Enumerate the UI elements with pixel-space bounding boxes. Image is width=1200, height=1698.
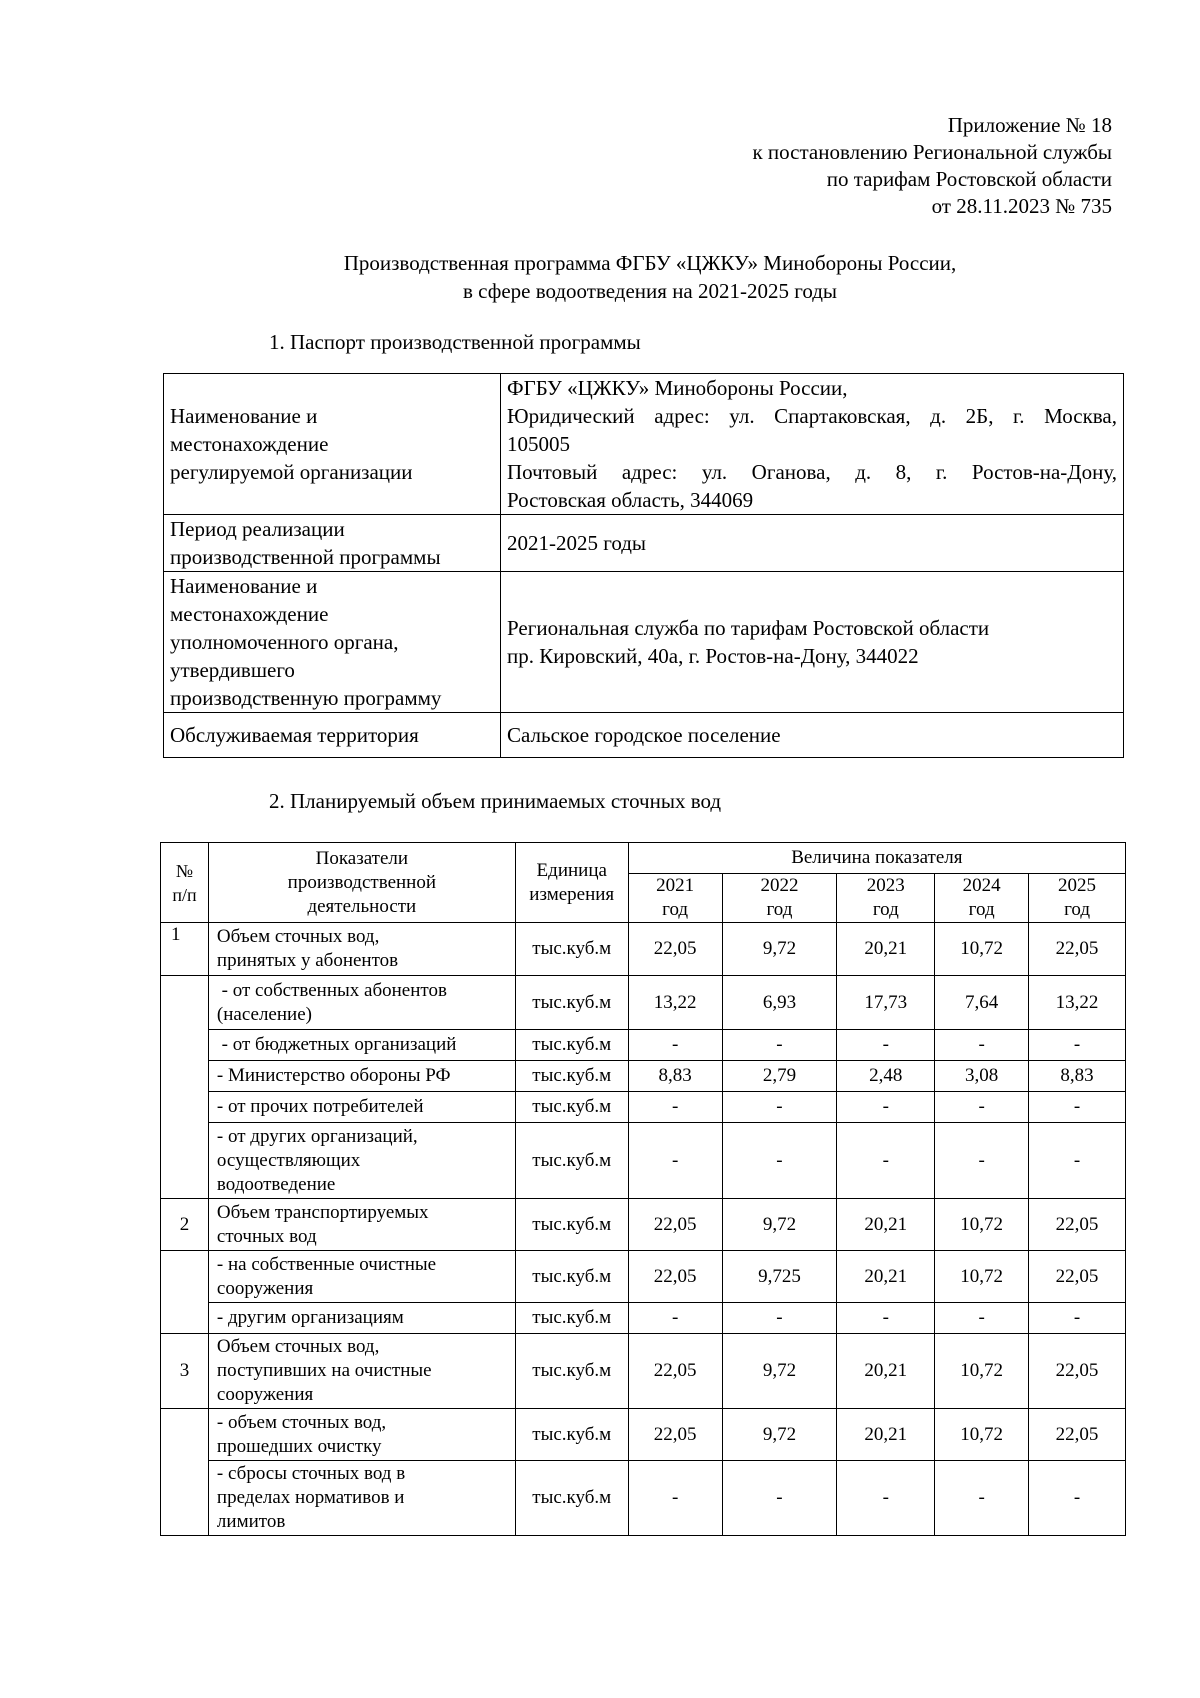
value-cell: - xyxy=(935,1030,1029,1061)
value-cell: - xyxy=(935,1092,1029,1123)
value-cell: - xyxy=(628,1092,722,1123)
indicator-line: принятых у абонентов xyxy=(216,950,399,971)
passport-label xyxy=(164,572,501,713)
row-number xyxy=(161,976,209,1199)
value-cell: - xyxy=(837,1123,935,1199)
col-number-symbol: № xyxy=(175,860,194,881)
year-header xyxy=(935,874,1029,923)
col-unit-header: Единица измерения xyxy=(515,843,628,923)
year-value: 2023 xyxy=(866,875,905,896)
value-cell: 9,72 xyxy=(722,1199,837,1251)
indicator-cell xyxy=(208,1123,515,1199)
value-cell: 22,05 xyxy=(1029,1199,1126,1251)
unit-cell: тыс.куб.м xyxy=(515,1409,628,1461)
table-row xyxy=(161,1334,1126,1409)
value-cell: - xyxy=(1029,1123,1126,1199)
passport-value-line: 2021-2025 годы xyxy=(507,531,647,555)
indicator-cell xyxy=(208,1251,515,1303)
value-cell: 20,21 xyxy=(837,923,935,976)
table-row xyxy=(161,1303,1126,1334)
value-cell: 10,72 xyxy=(935,1334,1029,1409)
indicator-line: лимитов xyxy=(216,1511,286,1532)
indicator-line: водоотведение xyxy=(216,1173,336,1195)
table-row xyxy=(161,1061,1126,1092)
unit-cell: тыс.куб.м xyxy=(515,1461,628,1536)
table-row xyxy=(161,1092,1126,1123)
table-row xyxy=(161,1251,1126,1303)
value-cell: 20,21 xyxy=(837,1251,935,1303)
passport-label-line: производственной программы xyxy=(170,545,441,569)
col-number-header xyxy=(161,843,209,923)
col-number-abbr: п/п xyxy=(172,884,197,905)
value-cell: 22,05 xyxy=(1029,1334,1126,1409)
value-cell: 9,72 xyxy=(722,923,837,976)
indicator-line: прошедших очистку xyxy=(216,1435,382,1457)
indicator-cell xyxy=(208,1199,515,1251)
value-cell: - xyxy=(722,1092,837,1123)
value-cell: 8,83 xyxy=(1029,1061,1126,1092)
year-value: 2024 xyxy=(962,875,1001,896)
table-row xyxy=(161,1461,1126,1536)
year-word: год xyxy=(766,899,793,920)
indicator-line: - объем сточных вод, xyxy=(216,1411,387,1433)
passport-value xyxy=(501,572,1124,713)
value-cell: 9,72 xyxy=(722,1409,837,1461)
appendix-header xyxy=(752,112,1112,220)
year-header xyxy=(1029,874,1126,923)
value-cell: - xyxy=(1029,1030,1126,1061)
passport-label-line: производственную программу xyxy=(170,686,442,710)
year-word: год xyxy=(1064,899,1091,920)
value-cell: - xyxy=(935,1303,1029,1334)
passport-label xyxy=(164,713,501,758)
year-header xyxy=(628,874,722,923)
table-row xyxy=(161,1199,1126,1251)
passport-value xyxy=(501,713,1124,758)
year-word: год xyxy=(872,899,899,920)
indicator-line: осуществляющих xyxy=(216,1149,361,1171)
value-cell: 2,48 xyxy=(837,1061,935,1092)
value-cell: 20,21 xyxy=(837,1409,935,1461)
unit-cell: тыс.куб.м xyxy=(515,1092,628,1123)
value-cell: - xyxy=(628,1303,722,1334)
passport-label-line: местонахождение xyxy=(170,602,329,626)
passport-value xyxy=(501,374,1124,515)
indicator-line: - от других организаций, xyxy=(216,1125,418,1147)
indicator-line: сточных вод xyxy=(216,1225,317,1247)
value-cell: - xyxy=(722,1030,837,1061)
passport-value xyxy=(501,515,1124,572)
indicator-cell xyxy=(208,976,515,1030)
passport-label-line: местонахождение xyxy=(170,432,329,456)
indicator-line: - Министерство обороны РФ xyxy=(216,1065,451,1086)
appendix-agency: по тарифам Ростовской области xyxy=(826,167,1112,191)
value-cell: - xyxy=(1029,1303,1126,1334)
indicator-line: - сбросы сточных вод в xyxy=(216,1463,406,1484)
value-cell: 22,05 xyxy=(1029,1251,1126,1303)
table-row xyxy=(161,976,1126,1030)
value-cell: 22,05 xyxy=(628,1409,722,1461)
indicator-cell xyxy=(208,1061,515,1092)
value-cell: 3,08 xyxy=(935,1061,1029,1092)
indicator-line: поступивших на очистные xyxy=(216,1360,432,1381)
indicator-cell xyxy=(208,1334,515,1409)
value-cell: - xyxy=(722,1303,837,1334)
value-cell: 9,72 xyxy=(722,1334,837,1409)
value-cell: - xyxy=(628,1123,722,1199)
indicator-line: сооружения xyxy=(216,1384,314,1405)
indicator-line: Объем транспортируемых xyxy=(216,1201,429,1223)
value-cell: 10,72 xyxy=(935,1409,1029,1461)
value-cell: 2,79 xyxy=(722,1061,837,1092)
passport-label-line: Наименование и xyxy=(170,574,318,598)
passport-label-line: Наименование и xyxy=(170,404,318,428)
value-cell: 10,72 xyxy=(935,923,1029,976)
indicator-cell xyxy=(208,1030,515,1061)
value-cell: - xyxy=(935,1123,1029,1199)
indicator-line: Объем сточных вод, xyxy=(216,1336,380,1357)
value-cell: - xyxy=(722,1123,837,1199)
value-cell: 22,05 xyxy=(628,1251,722,1303)
value-cell: 22,05 xyxy=(1029,923,1126,976)
passport-label-line: Период реализации xyxy=(170,517,345,541)
value-cell: 8,83 xyxy=(628,1061,722,1092)
unit-cell: тыс.куб.м xyxy=(515,1030,628,1061)
appendix-resolution: к постановлению Региональной службы xyxy=(752,140,1112,164)
passport-value-line: Региональная служба по тарифам Ростовской области xyxy=(507,616,990,640)
unit-cell: тыс.куб.м xyxy=(515,923,628,976)
row-number: 2 xyxy=(161,1199,209,1251)
passport-label-line: уполномоченного органа, xyxy=(170,630,399,654)
row-number: 3 xyxy=(161,1334,209,1409)
unit-cell: тыс.куб.м xyxy=(515,1303,628,1334)
section-1-heading: 1. Паспорт производственной программы xyxy=(269,330,641,354)
value-cell: - xyxy=(1029,1092,1126,1123)
appendix-number: Приложение № 18 xyxy=(947,113,1112,137)
value-cell: - xyxy=(1029,1461,1126,1536)
row-number xyxy=(161,1251,209,1334)
unit-cell: тыс.куб.м xyxy=(515,1334,628,1409)
passport-value-line: Сальское городское поселение xyxy=(507,723,781,747)
value-cell: 13,22 xyxy=(1029,976,1126,1030)
value-cell: 20,21 xyxy=(837,1334,935,1409)
passport-row xyxy=(164,515,1124,572)
col-indicator-header: Показатели производственной деятельности xyxy=(208,843,515,923)
value-cell: - xyxy=(628,1030,722,1061)
value-cell: - xyxy=(628,1461,722,1536)
value-cell: 10,72 xyxy=(935,1199,1029,1251)
unit-cell: тыс.куб.м xyxy=(515,1061,628,1092)
value-cell: 7,64 xyxy=(935,976,1029,1030)
value-cell: - xyxy=(837,1303,935,1334)
value-cell: 17,73 xyxy=(837,976,935,1030)
year-value: 2021 xyxy=(656,875,695,896)
value-cell: 22,05 xyxy=(628,923,722,976)
indicator-line: сооружения xyxy=(216,1277,314,1299)
col-value-group-header: Величина показателя xyxy=(628,843,1125,874)
passport-label-line: регулируемой организации xyxy=(170,460,413,484)
indicator-cell xyxy=(208,1092,515,1123)
passport-label-line: Обслуживаемая территория xyxy=(170,723,419,747)
passport-value-line: Ростовская область, 344069 xyxy=(507,488,754,512)
table-row xyxy=(161,923,1126,976)
value-cell: - xyxy=(837,1092,935,1123)
table-row xyxy=(161,1123,1126,1199)
indicator-line: - от собственных абонентов xyxy=(216,979,447,1001)
value-cell: - xyxy=(837,1461,935,1536)
unit-cell: тыс.куб.м xyxy=(515,1199,628,1251)
passport-label xyxy=(164,374,501,515)
value-cell: 6,93 xyxy=(722,976,837,1030)
indicator-line: - от бюджетных организаций xyxy=(216,1034,457,1055)
wastewater-volume-table xyxy=(160,842,1126,1536)
passport-row xyxy=(164,572,1124,713)
passport-value-line: пр. Кировский, 40а, г. Ростов-на-Дону, 344022 xyxy=(507,644,919,668)
section-2-heading: 2. Планируемый объем принимаемых сточных вод xyxy=(269,789,722,813)
indicator-line: (население) xyxy=(216,1003,312,1025)
row-number: 1 xyxy=(161,923,209,976)
document-title xyxy=(150,249,1150,305)
passport-row xyxy=(164,374,1124,515)
value-cell: 22,05 xyxy=(628,1199,722,1251)
indicator-line: - другим организациям xyxy=(216,1307,404,1328)
indicator-cell xyxy=(208,1303,515,1334)
title-line-2: в сфере водоотведения на 2021-2025 годы xyxy=(462,279,838,303)
value-cell: - xyxy=(935,1461,1029,1536)
passport-value-line: Юридический адрес: ул. Спартаковская, д. 2Б, г. Москва, xyxy=(507,404,1117,428)
appendix-date: от 28.11.2023 № 735 xyxy=(931,194,1112,218)
value-cell: 20,21 xyxy=(837,1199,935,1251)
passport-table xyxy=(163,373,1124,758)
year-header xyxy=(722,874,837,923)
indicator-line: - на собственные очистные xyxy=(216,1253,437,1275)
indicator-cell xyxy=(208,1461,515,1536)
passport-label xyxy=(164,515,501,572)
passport-value-line: 105005 xyxy=(507,432,570,456)
unit-cell: тыс.куб.м xyxy=(515,1251,628,1303)
value-cell: 22,05 xyxy=(1029,1409,1126,1461)
year-word: год xyxy=(662,899,689,920)
passport-label-line: утвердившего xyxy=(170,658,295,682)
unit-cell: тыс.куб.м xyxy=(515,1123,628,1199)
value-cell: - xyxy=(722,1461,837,1536)
title-line-1: Производственная программа ФГБУ «ЦЖКУ» Минобороны России, xyxy=(343,251,957,275)
passport-row xyxy=(164,713,1124,758)
value-cell: - xyxy=(837,1030,935,1061)
table-row xyxy=(161,1409,1126,1461)
year-value: 2025 xyxy=(1058,875,1097,896)
indicator-line: - от прочих потребителей xyxy=(216,1096,424,1117)
year-word: год xyxy=(968,899,995,920)
value-cell: 22,05 xyxy=(628,1334,722,1409)
indicator-cell xyxy=(208,923,515,976)
value-cell: 13,22 xyxy=(628,976,722,1030)
unit-cell: тыс.куб.м xyxy=(515,976,628,1030)
row-number xyxy=(161,1409,209,1536)
passport-value-line: Почтовый адрес: ул. Оганова, д. 8, г. Ростов-на-Дону, xyxy=(507,460,1117,484)
indicator-line: пределах нормативов и xyxy=(216,1487,405,1508)
indicator-line: Объем сточных вод, xyxy=(216,926,380,947)
value-cell: 10,72 xyxy=(935,1251,1029,1303)
year-header xyxy=(837,874,935,923)
year-value: 2022 xyxy=(760,875,799,896)
passport-value-line: ФГБУ «ЦЖКУ» Минобороны России, xyxy=(507,376,848,400)
value-cell: 9,725 xyxy=(722,1251,837,1303)
indicator-cell xyxy=(208,1409,515,1461)
table-row xyxy=(161,1030,1126,1061)
